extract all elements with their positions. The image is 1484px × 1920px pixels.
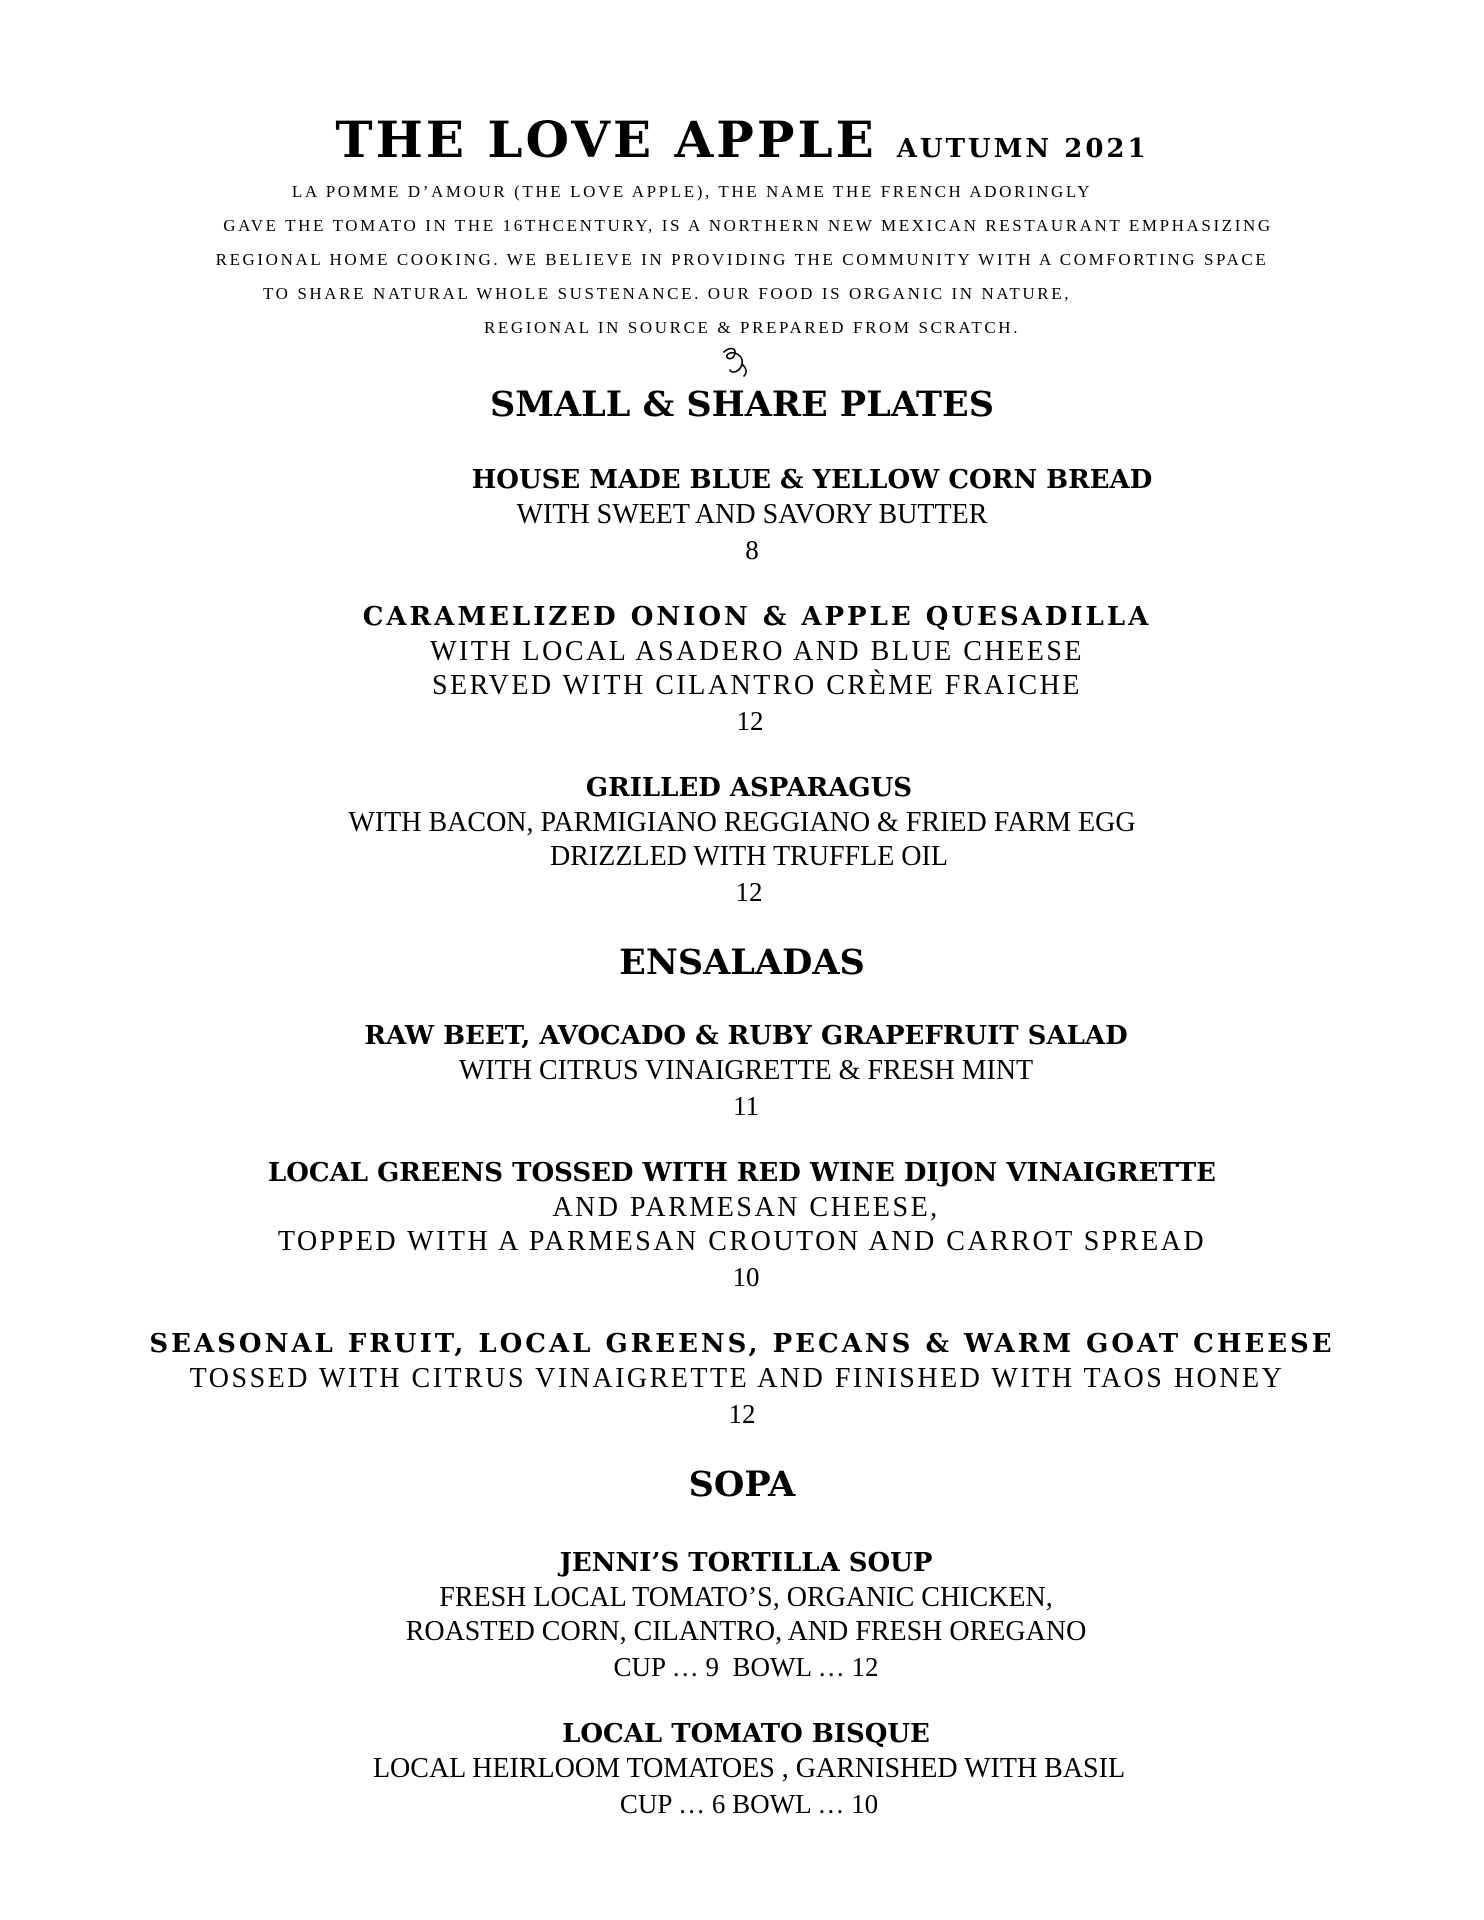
item-description: SERVED WITH CILANTRO CRÈME FRAICHE bbox=[431, 670, 1083, 701]
item-price: CUP … 9 BOWL … 12 bbox=[613, 1652, 879, 1682]
item-description: TOPPED WITH A PARMESAN CROUTON AND CARROT SPREAD bbox=[277, 1226, 1207, 1257]
item-name: JENNI’S TORTILLA SOUP bbox=[559, 1548, 933, 1578]
item-price: 12 bbox=[735, 877, 763, 907]
item-description: WITH LOCAL ASADERO AND BLUE CHEESE bbox=[429, 636, 1085, 667]
item-name: LOCAL TOMATO BISQUE bbox=[562, 1719, 930, 1749]
item-name: GRILLED ASPARAGUS bbox=[585, 773, 913, 803]
item-description: DRIZZLED WITH TRUFFLE OIL bbox=[550, 841, 948, 872]
intro-line-2: GAVE THE TOMATO IN THE 16THCENTURY, IS A NORTHERN NEW MEXICAN RESTAURANT EMPHASIZING bbox=[223, 216, 1273, 235]
item-description: TOSSED WITH CITRUS VINAIGRETTE AND FINISHED WITH TAOS HONEY bbox=[189, 1363, 1285, 1394]
item-price: 12 bbox=[728, 1399, 756, 1429]
item-name: RAW BEET, AVOCADO & RUBY GRAPEFRUIT SALAD bbox=[364, 1021, 1128, 1051]
menu-header bbox=[0, 110, 1484, 169]
curl-ornament-icon bbox=[720, 344, 752, 378]
item-description: WITH BACON, PARMIGIANO REGGIANO & FRIED FARM EGG bbox=[348, 807, 1136, 838]
item-price: 11 bbox=[733, 1091, 759, 1121]
item-name: HOUSE MADE BLUE & YELLOW CORN BREAD bbox=[471, 465, 1153, 495]
season-label: AUTUMN 2021 bbox=[896, 134, 1149, 164]
intro-line-5: REGIONAL IN SOURCE & PREPARED FROM SCRATCH. bbox=[483, 318, 1021, 337]
item-name: CARAMELIZED ONION & APPLE QUESADILLA bbox=[362, 602, 1152, 632]
section-title-small-plates: SMALL & SHARE PLATES bbox=[490, 384, 994, 425]
item-description: WITH CITRUS VINAIGRETTE & FRESH MINT bbox=[458, 1055, 1034, 1086]
item-name: SEASONAL FRUIT, LOCAL GREENS, PECANS & WARM GOAT CHEESE bbox=[149, 1329, 1335, 1359]
item-price: CUP … 6 BOWL … 10 bbox=[619, 1789, 879, 1819]
item-name: LOCAL GREENS TOSSED WITH RED WINE DIJON VINAIGRETTE bbox=[267, 1158, 1217, 1188]
intro-line-1: LA POMME D’AMOUR (THE LOVE APPLE), THE NAME THE FRENCH ADORINGLY bbox=[291, 182, 1093, 201]
item-description: WITH SWEET AND SAVORY BUTTER bbox=[516, 499, 988, 530]
intro-line-4: TO SHARE NATURAL WHOLE SUSTENANCE. OUR FOOD IS ORGANIC IN NATURE, bbox=[262, 284, 1072, 303]
intro-line-3: REGIONAL HOME COOKING. WE BELIEVE IN PROVIDING THE COMMUNITY WITH A COMFORTING SPACE bbox=[215, 250, 1269, 269]
item-price: 8 bbox=[745, 535, 759, 565]
item-description: ROASTED CORN, CILANTRO, AND FRESH OREGANO bbox=[405, 1616, 1087, 1647]
item-price: 12 bbox=[736, 706, 764, 736]
section-title-sopa: SOPA bbox=[688, 1464, 796, 1505]
section-title-ensaladas: ENSALADAS bbox=[619, 942, 865, 983]
item-description: AND PARMESAN CHEESE, bbox=[552, 1192, 940, 1223]
restaurant-title: THE LOVE APPLE bbox=[335, 110, 877, 169]
item-price: 10 bbox=[732, 1262, 760, 1292]
item-description: LOCAL HEIRLOOM TOMATOES , GARNISHED WITH BASIL bbox=[372, 1753, 1126, 1784]
item-description: FRESH LOCAL TOMATO’S, ORGANIC CHICKEN, bbox=[439, 1582, 1053, 1613]
